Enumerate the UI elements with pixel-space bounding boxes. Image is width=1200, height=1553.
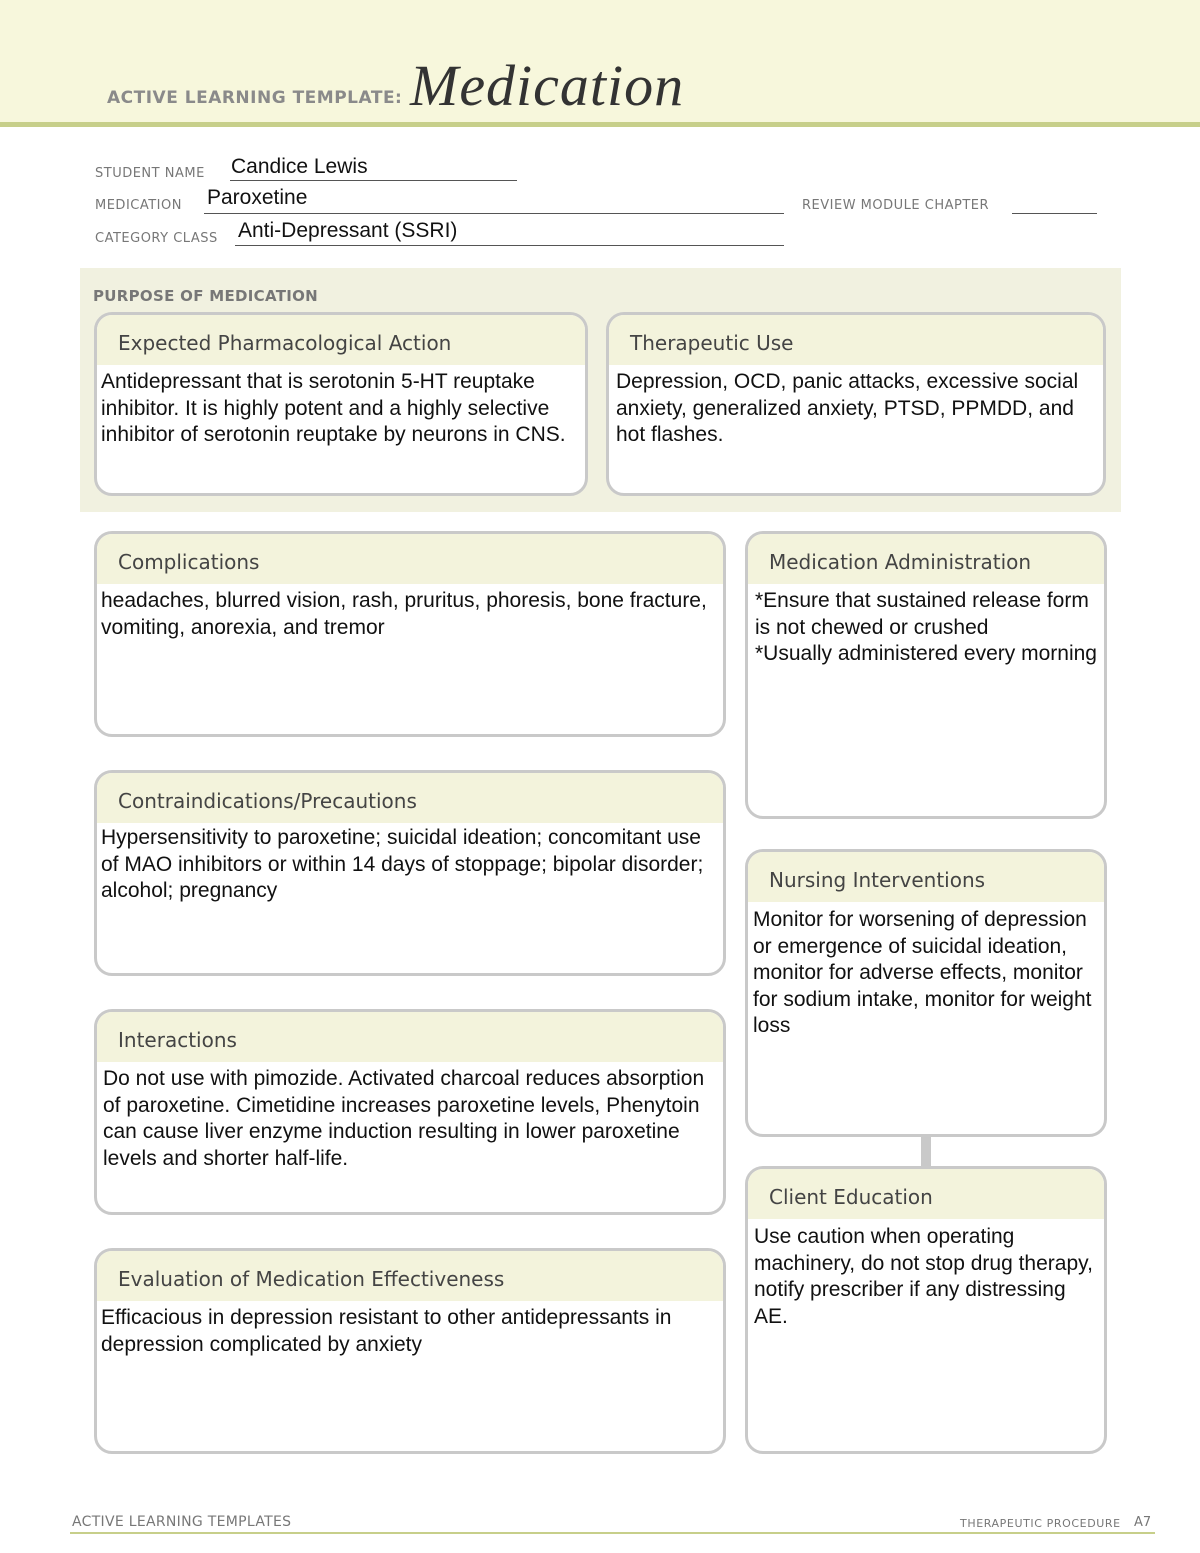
interactions-text[interactable]: Do not use with pimozide. Activated charcoal reduces absorption of paroxetine. Cimetidine increases paroxetine levels, Phenytoin can cause liver enzyme induction resulting in lower paroxetine levels and shorter half-life. [103, 1067, 705, 1170]
evaluation-heading: Evaluation of Medication Effectiveness [97, 1251, 723, 1301]
interactions-heading: Interactions [97, 1012, 723, 1062]
client-education-heading: Client Education [748, 1169, 1104, 1219]
medication-administration-body[interactable] [748, 584, 1104, 668]
footer-right: THERAPEUTIC PROCEDURE [960, 1517, 1121, 1530]
student-name-row [95, 166, 205, 181]
category-class-value[interactable]: Anti-Depressant (SSRI) [238, 219, 458, 242]
administration-line-1: *Ensure that sustained release form is not chewed or crushed [755, 589, 1089, 639]
student-name-value[interactable]: Candice Lewis [231, 155, 368, 178]
interactions-box [94, 1009, 726, 1215]
client-education-box [745, 1166, 1107, 1454]
template-label: ACTIVE LEARNING TEMPLATE: [107, 88, 403, 108]
complications-box [94, 531, 726, 737]
expected-action-box [94, 312, 588, 496]
nursing-interventions-heading: Nursing Interventions [748, 852, 1104, 902]
medication-label: MEDICATION [95, 198, 182, 213]
category-class-label: CATEGORY CLASS [95, 231, 218, 246]
nursing-interventions-text[interactable]: Monitor for worsening of depression or emergence of suicidal ideation, monitor for adverse effects, monitor for sodium intake, monitor for weight loss [753, 908, 1092, 1037]
purpose-title: PURPOSE OF MEDICATION [93, 287, 319, 305]
student-name-label: STUDENT NAME [95, 166, 205, 181]
medication-administration-heading: Medication Administration [748, 534, 1104, 584]
footer-left: ACTIVE LEARNING TEMPLATES [72, 1514, 292, 1530]
expected-action-text[interactable]: Antidepressant that is serotonin 5-HT reuptake inhibitor. It is highly potent and a highly selective inhibitor of serotonin reuptake by neurons in CNS. [101, 370, 566, 446]
contraindications-heading: Contraindications/Precautions [97, 773, 723, 823]
contraindications-text[interactable]: Hypersensitivity to paroxetine; suicidal ideation; concomitant use of MAO inhibitors or within 14 days of stoppage; bipolar disorder; alcohol; pregnancy [101, 826, 704, 902]
header-rule [0, 122, 1200, 127]
category-class-row [95, 231, 218, 246]
therapeutic-use-box [606, 312, 1106, 496]
footer-rule [70, 1532, 1155, 1534]
administration-line-2: *Usually administered every morning [755, 642, 1097, 665]
therapeutic-use-text[interactable]: Depression, OCD, panic attacks, excessive social anxiety, generalized anxiety, PTSD, PPMDD, and hot flashes. [616, 370, 1079, 446]
expected-action-heading: Expected Pharmacological Action [97, 315, 585, 365]
complications-heading: Complications [97, 534, 723, 584]
section-connector [921, 1134, 931, 1166]
template-title: Medication [410, 53, 685, 118]
nursing-interventions-box [745, 849, 1107, 1137]
footer-page-number: A7 [1134, 1515, 1152, 1530]
review-module-label: REVIEW MODULE CHAPTER [802, 198, 990, 213]
review-module-line[interactable] [1012, 198, 1097, 214]
evaluation-text[interactable]: Efficacious in depression resistant to other antidepressants in depression complicated by anxiety [101, 1306, 672, 1356]
medication-value[interactable]: Paroxetine [207, 186, 308, 209]
evaluation-box [94, 1248, 726, 1454]
client-education-text[interactable]: Use caution when operating machinery, do not stop drug therapy, notify prescriber if any distressing AE. [754, 1225, 1093, 1328]
medication-row [95, 198, 182, 213]
complications-text[interactable]: headaches, blurred vision, rash, pruritus, phoresis, bone fracture, vomiting, anorexia, and tremor [101, 589, 707, 639]
medication-administration-box [745, 531, 1107, 819]
review-module-row [802, 198, 989, 213]
therapeutic-use-heading: Therapeutic Use [609, 315, 1103, 365]
contraindications-box [94, 770, 726, 976]
